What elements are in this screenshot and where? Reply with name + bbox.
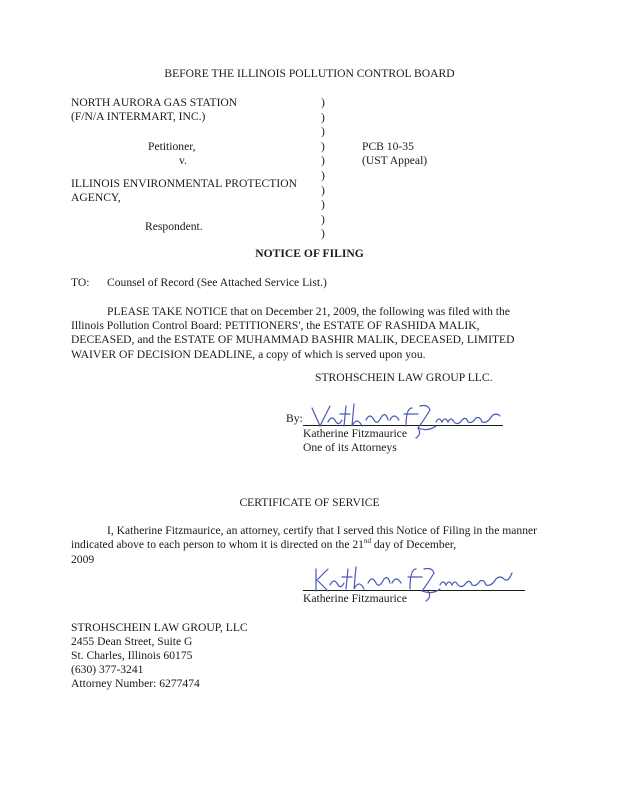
versus: v. <box>179 154 187 167</box>
certificate-body <box>71 524 541 552</box>
to-label: TO: <box>71 276 90 289</box>
to-value: Counsel of Record (See Attached Service List.) <box>107 276 327 289</box>
respondent-name-line2: AGENCY, <box>71 191 121 204</box>
notice-title: NOTICE OF FILING <box>255 247 364 260</box>
notice-firm: STROHSCHEIN LAW GROUP LLC. <box>315 371 493 384</box>
petitioner-name-line1: NORTH AURORA GAS STATION <box>71 96 238 109</box>
certificate-body-main: I, Katherine Fitzmaurice, an attorney, certify that I served this Notice of Filing in the manner indicated above to each person to whom it is directed on the 21 <box>71 524 538 552</box>
case-type: (UST Appeal) <box>362 154 428 167</box>
ordinal-suffix: nd <box>363 537 371 546</box>
paren: ) <box>321 96 325 109</box>
caption-parenthesis-column <box>321 96 325 242</box>
board-title: BEFORE THE ILLINOIS POLLUTION CONTROL BOARD <box>164 67 455 80</box>
paren: ) <box>321 198 325 212</box>
paren: ) <box>321 212 325 226</box>
firm-phone: (630) 377-3241 <box>71 663 144 676</box>
certificate-title: CERTIFICATE OF SERVICE <box>239 496 380 509</box>
respondent-role: Respondent. <box>145 220 203 233</box>
certificate-year: 2009 <box>71 553 95 566</box>
notice-signer-title: One of its Attorneys <box>303 441 397 454</box>
notice-body: PLEASE TAKE NOTICE that on December 21, 2009, the following was filed with the Illinois Pollution Control Board: PETITIONERS', the ESTATE OF RASHIDA MALIK, DECEASED, and the ESTATE OF MUHAMMAD BASHIR MALIK, DECEASED, LIMITED WAIVER OF DECISION DEADLINE, a copy of which is served upon you. <box>71 305 515 361</box>
firm-city: St. Charles, Illinois 60175 <box>71 649 193 662</box>
certificate-body-date: day of December, <box>370 538 457 552</box>
paren: ) <box>321 154 325 168</box>
firm-name: STROHSCHEIN LAW GROUP, LLC <box>71 621 248 634</box>
petitioner-name-line2: (F/N/A INTERMART, INC.) <box>71 110 206 123</box>
firm-street: 2455 Dean Street, Suite G <box>71 635 193 648</box>
paren: ) <box>321 125 325 139</box>
respondent-name-line1: ILLINOIS ENVIRONMENTAL PROTECTION <box>71 177 297 190</box>
case-number: PCB 10-35 <box>362 140 414 153</box>
certificate-signer-name: Katherine Fitzmaurice <box>303 592 407 605</box>
attorney-number: Attorney Number: 6277474 <box>71 677 200 690</box>
paren: ) <box>321 183 325 197</box>
paren: ) <box>321 139 325 153</box>
paren: ) <box>321 110 325 124</box>
paren: ) <box>321 168 325 182</box>
petitioner-role: Petitioner, <box>148 140 196 153</box>
by-label: By: <box>286 412 303 425</box>
paren: ) <box>321 227 325 241</box>
notice-signer-name: Katherine Fitzmaurice <box>303 427 407 440</box>
